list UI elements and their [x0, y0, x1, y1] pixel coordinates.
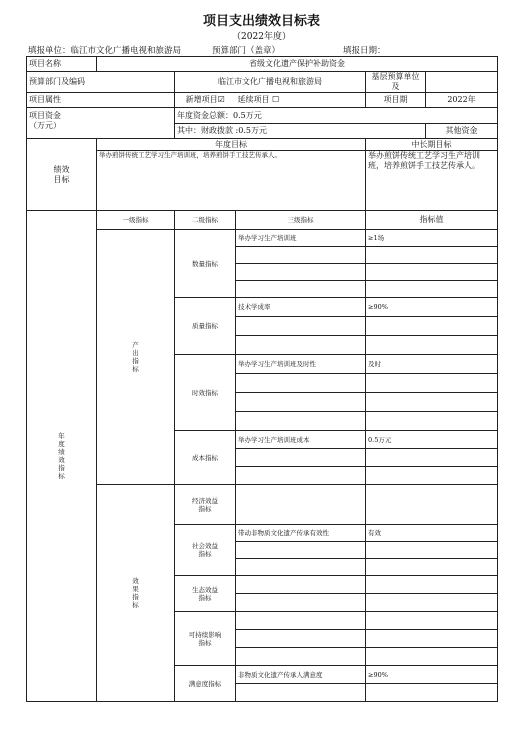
q4-value	[366, 281, 498, 298]
ql3-name	[236, 336, 366, 355]
ql2-value	[366, 317, 498, 336]
q2-value	[366, 247, 498, 264]
q3-name	[236, 264, 366, 281]
c3-name	[236, 467, 366, 485]
su1-name	[236, 612, 366, 630]
quality-indicator: 质量指标	[175, 298, 236, 355]
annual-goal-text: 举办煎饼传统工艺学习生产培训班，培养煎饼手工技艺传承人。	[97, 151, 366, 211]
header-level3: 三级指标	[236, 211, 366, 230]
t3-name	[236, 393, 366, 412]
s3-name	[236, 559, 366, 576]
fund-label: 项目资金	[29, 111, 61, 120]
ql3-value	[366, 336, 498, 355]
fill-date: 填报日期：	[343, 46, 386, 56]
document-title: 项目支出绩效目标表	[202, 14, 320, 29]
c1-name: 举办学习生产培训班成本	[236, 431, 366, 449]
s2-value	[366, 542, 498, 559]
s3-value	[366, 559, 498, 576]
t4-value	[366, 412, 498, 431]
fund-label-cell	[27, 108, 175, 139]
c2-name	[236, 449, 366, 467]
q2-name	[236, 247, 366, 264]
fund-unit: （万元）	[29, 121, 61, 130]
indicators-side-label: 年 度 绩 效 指 标	[27, 211, 97, 702]
t1-value: 及时	[366, 355, 498, 374]
t2-name	[236, 374, 366, 393]
base-unit-label: 基层预算单位及	[366, 72, 426, 93]
s2-name	[236, 542, 366, 559]
t1-name: 举办学习生产培训班及时性	[236, 355, 366, 374]
header-value: 指标值	[366, 211, 498, 230]
header-level1: 一级指标	[97, 211, 175, 230]
c3-value	[366, 467, 498, 485]
su2-value	[366, 630, 498, 648]
economic-indicator: 经济效益 指标	[175, 485, 236, 525]
longterm-goal-header: 中长期目标	[366, 139, 498, 151]
budget-dept: 预算部门（盖章）	[212, 46, 281, 56]
s1-name: 带动非物质文化遗产传承有效性	[236, 525, 366, 542]
q4-name	[236, 281, 366, 298]
project-name-label: 项目名称	[27, 57, 97, 72]
su2-name	[236, 630, 366, 648]
dept-name: 临江市文化广播电视和旅游局	[175, 72, 366, 93]
longterm-goal-text: 举办煎饼传统工艺学习生产培训班，培养煎饼手工技艺传承人。	[366, 151, 498, 211]
sustainable-indicator: 可持续影响 指标	[175, 612, 236, 666]
effect-indicator-label: 效 果 指 标	[97, 485, 175, 702]
fund-other: 其他资金	[426, 124, 498, 139]
social-indicator: 社会效益 指标	[175, 525, 236, 576]
ql1-name: 技术学成率	[236, 298, 366, 317]
fund-fin: 其中：财政拨款 :0.5万元	[175, 124, 426, 139]
ql2-name	[236, 317, 366, 336]
su1-value	[366, 612, 498, 630]
period-value: 2022年	[426, 93, 498, 108]
sat1-value: ≥90%	[366, 666, 498, 684]
su3-name	[236, 648, 366, 666]
attr-new: 新增项目☑	[175, 93, 236, 108]
timeliness-indicator: 时效指标	[175, 355, 236, 431]
annual-goal-header: 年度目标	[97, 139, 366, 151]
goals-label: 绩效 目标	[27, 139, 97, 211]
header-level2: 二级指标	[175, 211, 236, 230]
eco1-value	[366, 576, 498, 594]
t2-value	[366, 374, 498, 393]
attr-label: 项目属性	[27, 93, 175, 108]
satisfaction-indicator: 满意度指标	[175, 666, 236, 702]
period-label: 项目期	[366, 93, 426, 108]
q1-name: 举办学习生产培训班	[236, 230, 366, 247]
attr-cont: 延续项目 ☐	[236, 93, 366, 108]
t3-value	[366, 393, 498, 412]
c2-value	[366, 449, 498, 467]
e1-value	[366, 485, 498, 525]
fill-unit: 填报单位：临江市文化广播电视和旅游局	[28, 46, 182, 56]
base-unit-value	[426, 72, 498, 93]
c1-value: 0.5万元	[366, 431, 498, 449]
performance-table	[26, 56, 498, 702]
t4-name	[236, 412, 366, 431]
dept-label: 预算部门及编码	[27, 72, 175, 93]
cost-indicator: 成本指标	[175, 431, 236, 485]
sat2-value	[366, 684, 498, 702]
document-year: （2022年度）	[232, 32, 291, 42]
q3-value	[366, 264, 498, 281]
sat2-name	[236, 684, 366, 702]
ql1-value: ≥90%	[366, 298, 498, 317]
q1-value: ≥1场	[366, 230, 498, 247]
s1-value: 有效	[366, 525, 498, 542]
eco1-name	[236, 576, 366, 594]
su3-value	[366, 648, 498, 666]
ecological-indicator: 生态效益 指标	[175, 576, 236, 612]
sat1-name: 非物质文化遗产传承人满意度	[236, 666, 366, 684]
eco2-name	[236, 594, 366, 612]
e1-name	[236, 485, 366, 525]
fund-total: 年度资金总额：0.5万元	[175, 108, 498, 124]
project-name: 省级文化遗产保护补助资金	[97, 57, 498, 72]
eco2-value	[366, 594, 498, 612]
quantity-indicator: 数量指标	[175, 230, 236, 298]
output-indicator-label: 产 出 指 标	[97, 230, 175, 485]
